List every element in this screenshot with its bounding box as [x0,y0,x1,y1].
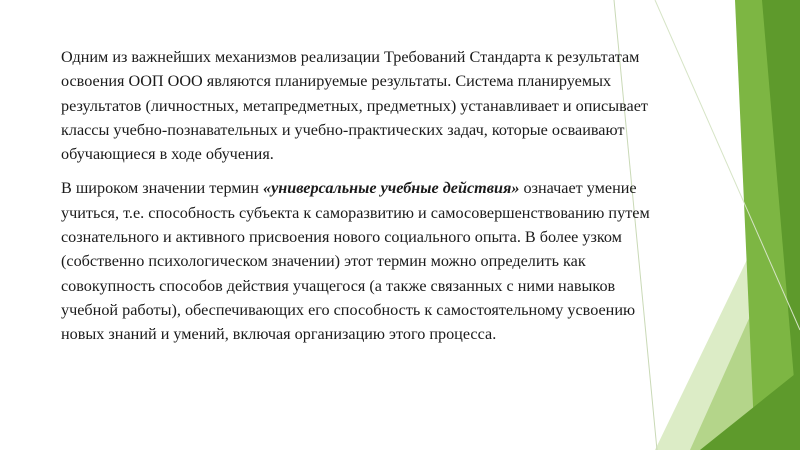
paragraph-2-body: означает умение учиться, т.е. способность субъекта к саморазвитию и самосовершенствованию путем сознательного и активного присвоения нового социального опыта. В более узком (собственно психологическом значении) этот термин можно определить как совокупность способов действия учащегося (а также связанных с ними навыков учебной работы), обеспечивающих его способность к самостоятельному усвоению новых знаний и умений, включая организацию этого процесса. [61,179,650,344]
paragraph-2 [61,176,651,346]
paragraph-2-intro: В широком значении термин [61,179,263,198]
slide-text [61,45,651,347]
paragraph-1: Одним из важнейших механизмов реализации Требований Стандарта к результатам освоения ООП ООО являются планируемые результаты. Система планируемых результатов (личностных, метапредметных, предметных) устанавливает и описывает классы учебно-познавательных и учебно-практических задач, которые осваивают обучающиеся в ходе обучения. [61,48,648,164]
term-highlight: «универсальные учебные действия» [262,179,520,198]
